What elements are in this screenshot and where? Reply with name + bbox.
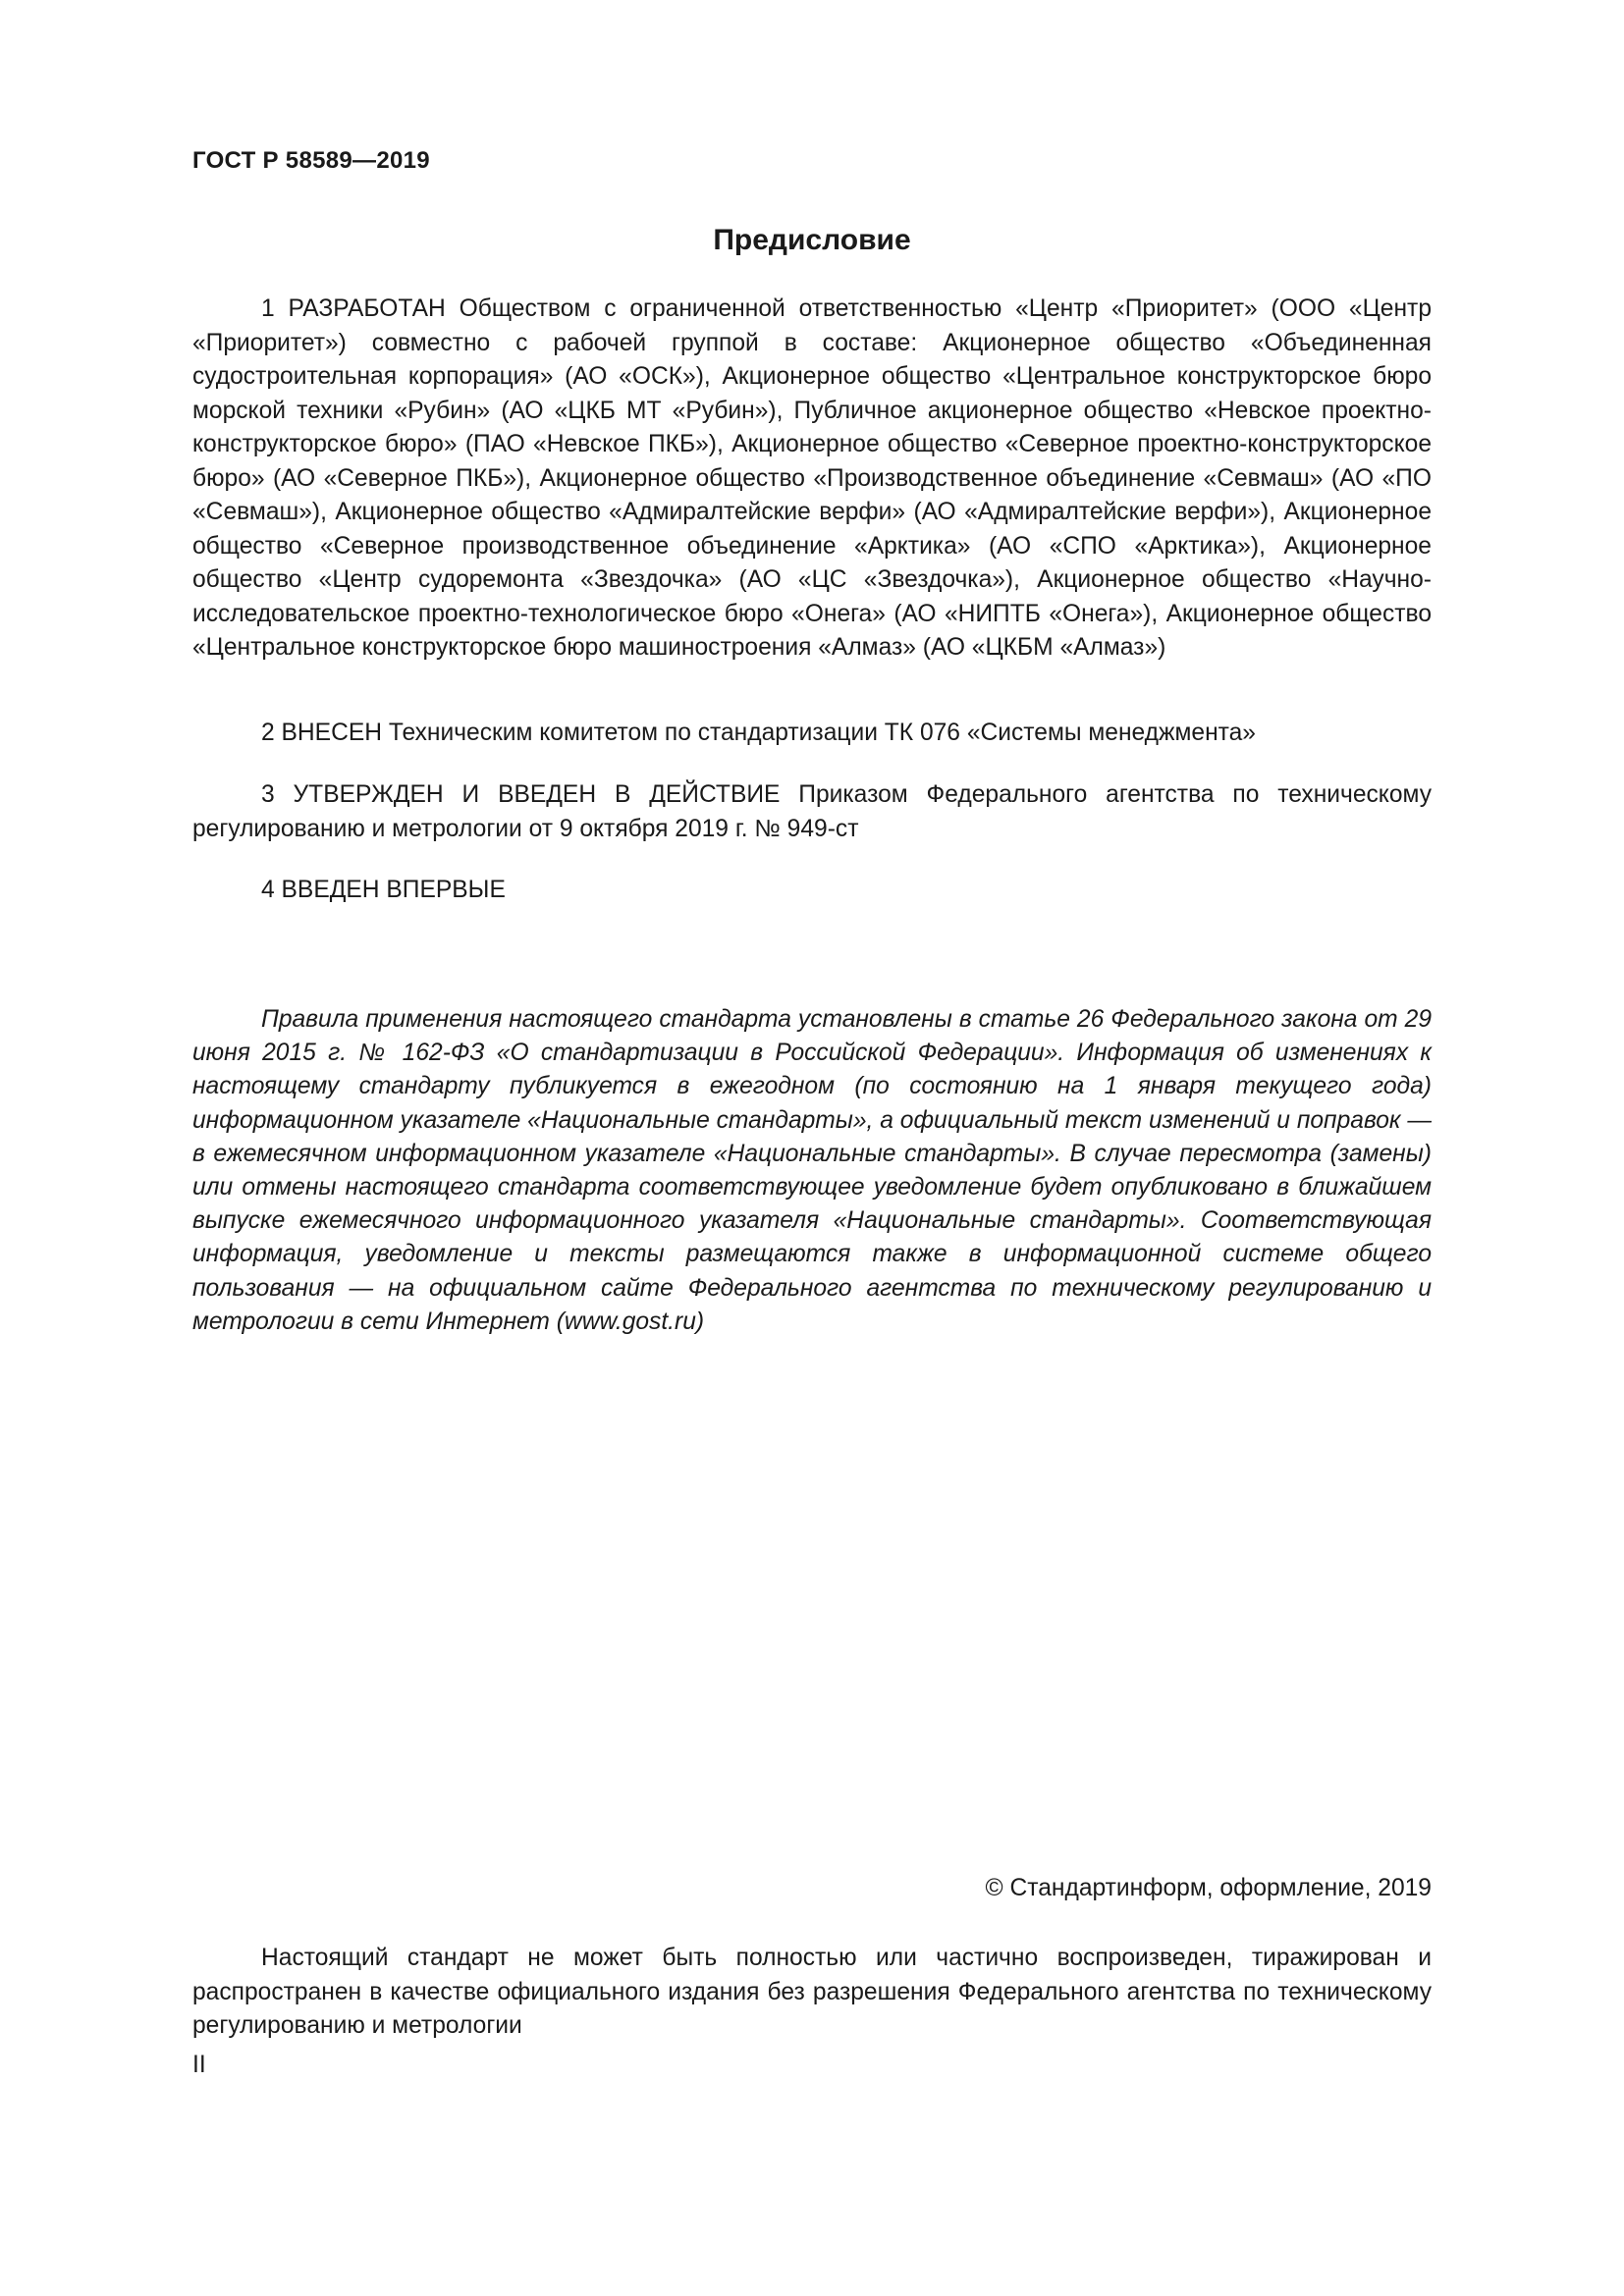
document-code: ГОСТ Р 58589—2019 [192,147,430,174]
preface-item-developed: 1 РАЗРАБОТАН Обществом с ограниченной ответственностью «Центр «Приоритет» (ООО «Центр «Приоритет») совместно с рабочей группой в составе: Акционерное общество «Объединенная судостроительная корпорация» (АО «ОСК»), Акционерное общество «Центральное конструкторское бюро морской техники «Рубин» (АО «ЦКБ МТ «Рубин»), Публичное акционерное общество «Невское проектно-конструкторское бюро» (ПАО «Невское ПКБ»), Акционерное общество «Северное проектно-конструкторское бюро» (АО «Северное ПКБ»), Акционерное общество «Производственное объединение «Севмаш» (АО «ПО «Севмаш»), Акционерное общество «Адмиралтейские верфи» (АО «Адмиралтейские верфи»), Акционерное общество «Северное производственное объединение «Арктика» (АО «СПО «Арктика»), Акционерное общество «Центр судоремонта «Звездочка» (АО «ЦС «Звездочка»), Акционерное общество «Научно-исследовательское проектно-технологическое бюро «Онега» (АО «НИПТБ «Онега»), Акционерное общество «Центральное конструкторское бюро машиностроения «Алмаз» (АО «ЦКБМ «Алмаз») [192,295,1432,661]
preface-item-approved: 3 УТВЕРЖДЕН И ВВЕДЕН В ДЕЙСТВИЕ Приказом Федерального агентства по техническому регулированию и метрологии от 9 октября 2019 г. № 949-ст [192,781,1432,842]
reproduction-notice: Настоящий стандарт не может быть полностью или частично воспроизведен, тиражирован и распространен в качестве официального издания без разрешения Федерального агентства по техническому регулированию и метрологии [192,1945,1432,2039]
preface-title: Предисловие [713,224,911,256]
preface-item-first-introduced: 4 ВВЕДЕН ВПЕРВЫЕ [261,877,506,903]
preface-item-introduced: 2 ВНЕСЕН Техническим комитетом по стандартизации ТК 076 «Системы менеджмента» [261,720,1256,746]
application-rules-note: Правила применения настоящего стандарта установлены в статье 26 Федерального закона от 29 июня 2015 г. № 162-ФЗ «О стандартизации в Российской Федерации». Информация об изменениях к настоящему стандарту публикуется в ежегодном (по состоянию на 1 января текущего года) информационном указателе «Национальные стандарты», а официальный текст изменений и поправок — в ежемесячном информационном указателе «Национальные стандарты». В случае пересмотра (замены) или отмены настоящего стандарта соответствующее уведомление будет опубликовано в ближайшем выпуске ежемесячного информационного указателя «Национальные стандарты». Соответствующая информация, уведомление и тексты размещаются также в информационной системе общего пользования — на официальном сайте Федерального агентства по техническому регулированию и метрологии в сети Интернет (www.gost.ru) [192,1006,1432,1335]
page-number: II [192,2052,206,2078]
copyright-line: © Стандартинформ, оформление, 2019 [985,1875,1432,1901]
